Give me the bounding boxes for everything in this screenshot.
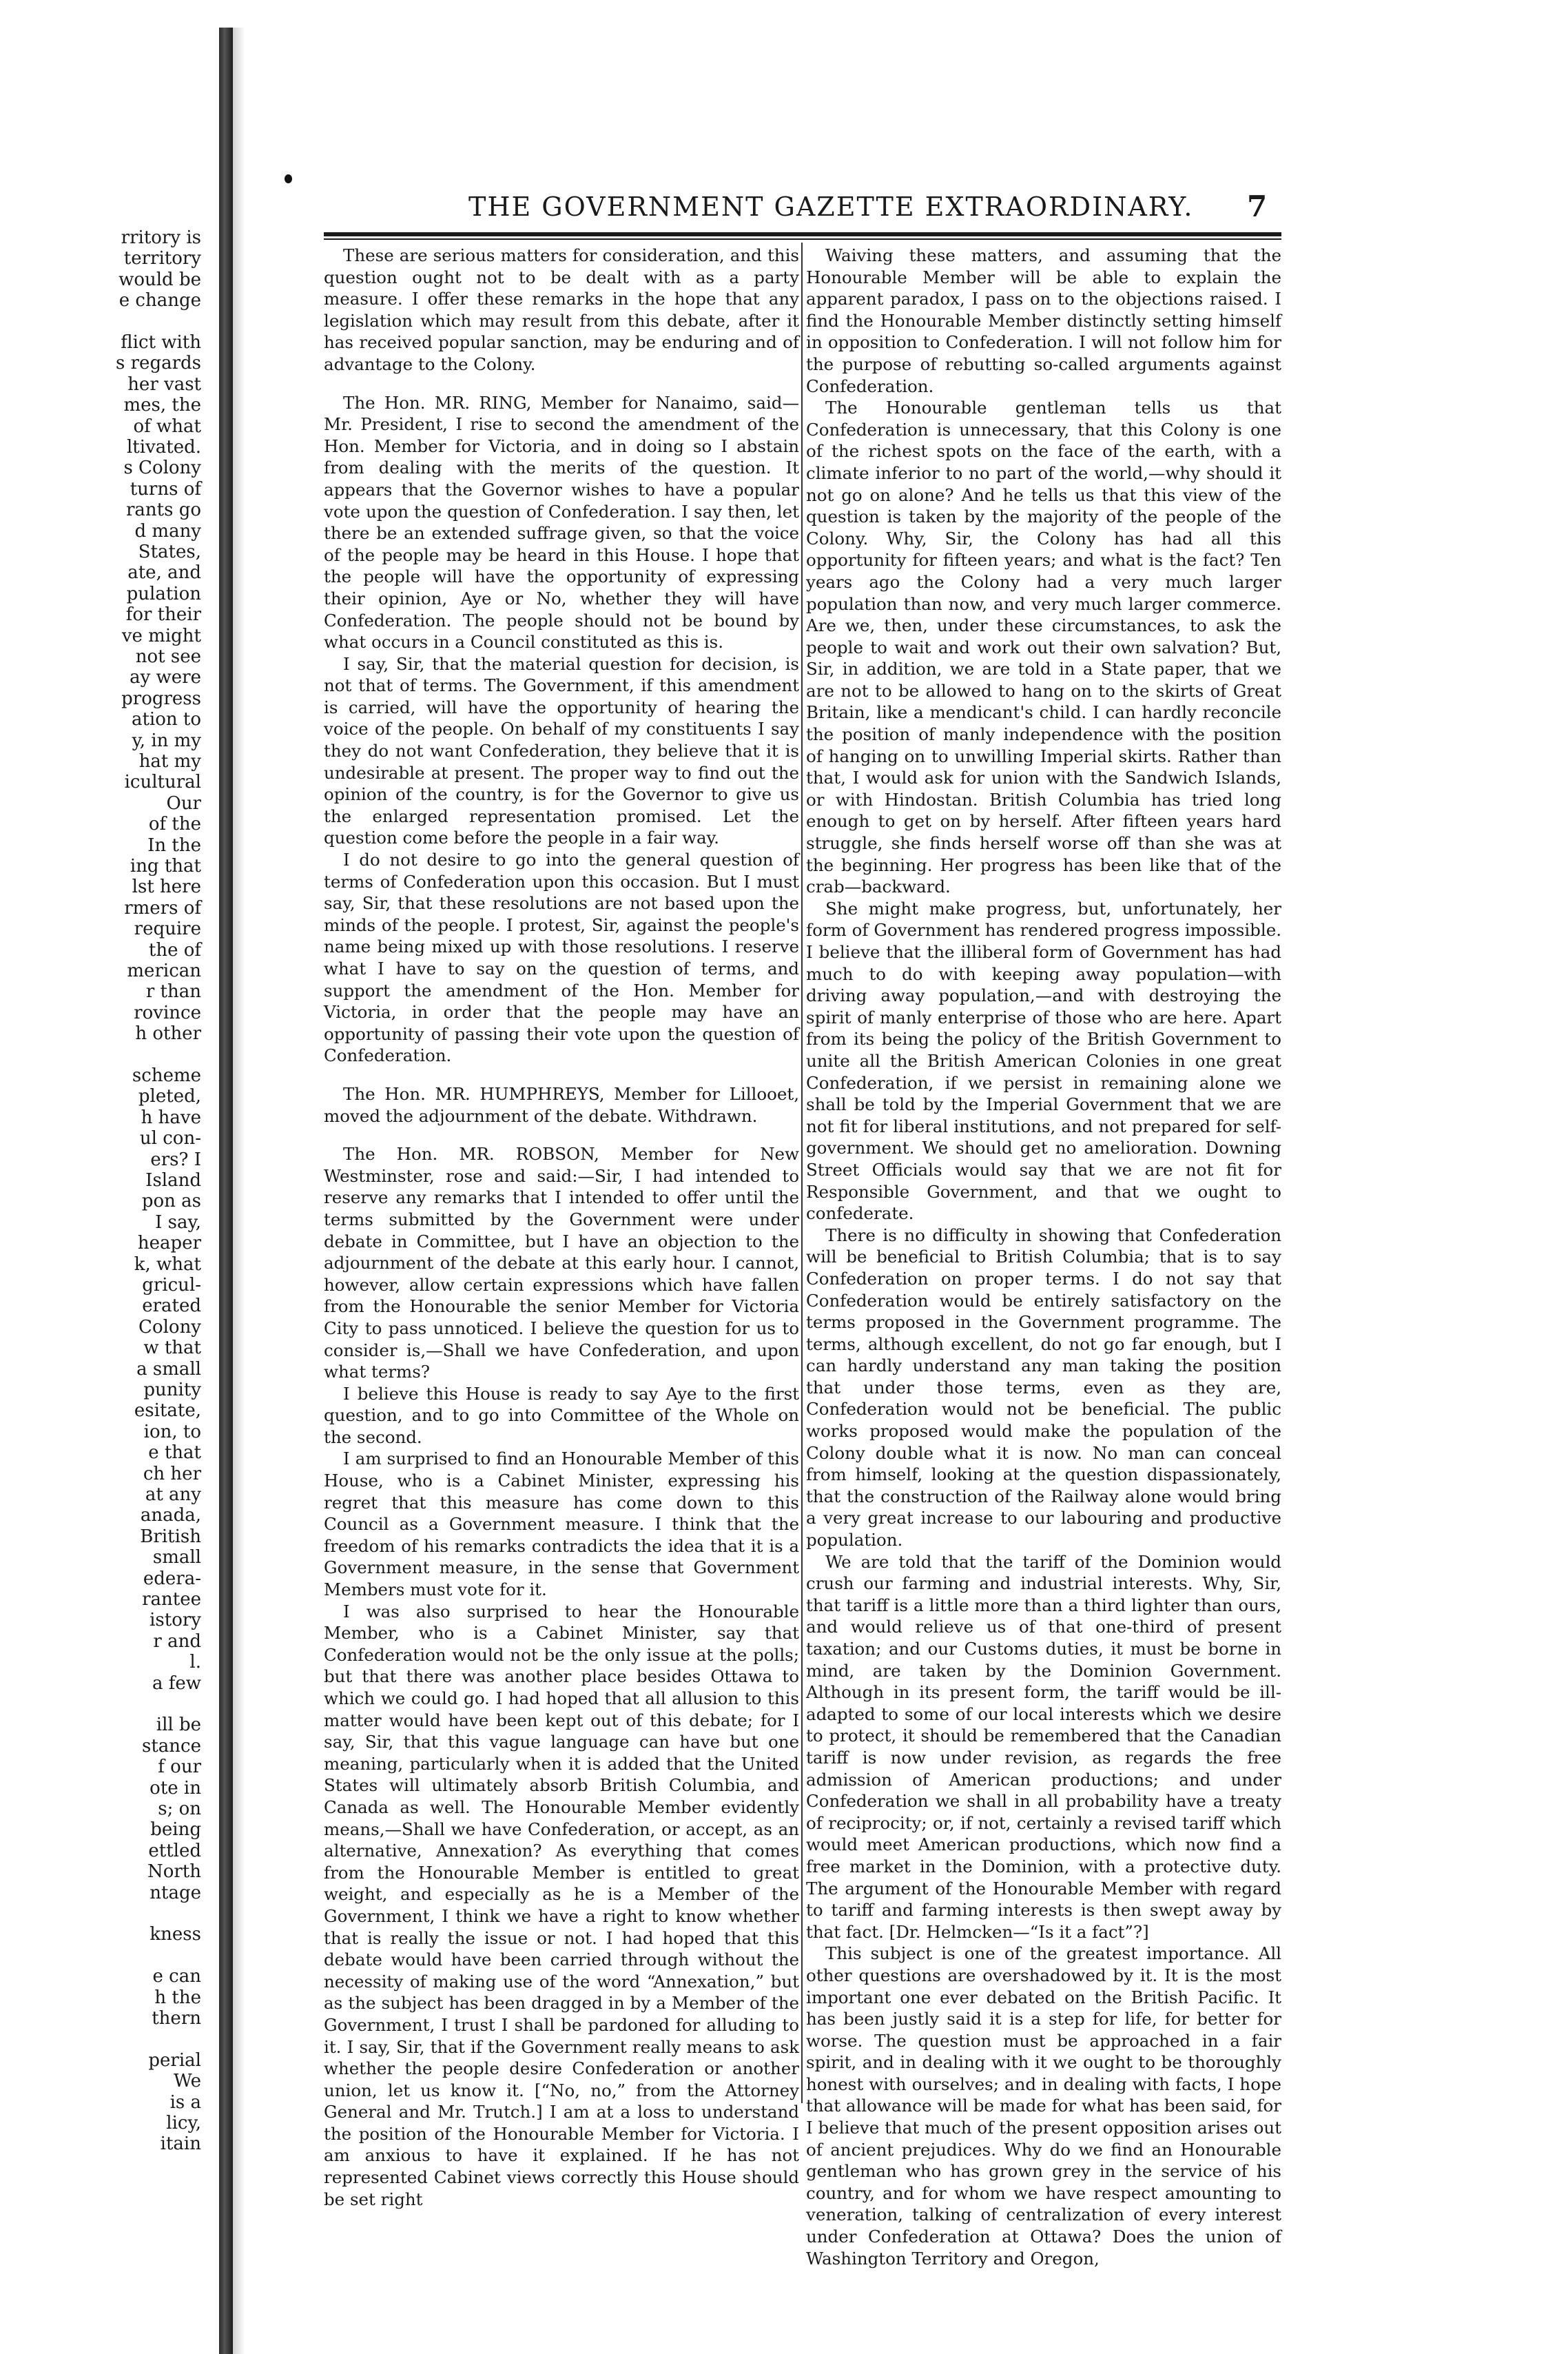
paragraph: The Honourable gentleman tells us that Confederation is unnecessary, that this Colony is one of the richest spots on the face of the earth, with a climate inferior to no part of the world,—why should it not go on alone? And he tells us that this view of the question is taken by the majority of the people of the Colony. Why, Sir, the Colony has had all this opportunity for fifteen years; and what is the fact? Ten years ago the Colony had a very much larger population than now, and very much larger commerce. Are we, then, under these circumstances, to ask the people to wait and work out their own salvation? But, Sir, in addition, we are told in a State paper, that we are not to be allowed to hang on to the skirts of Great Britain, like a mendicant's child. I can hardly reconcile the position of manly independence with the position of hanging on to unwilling Imperial skirts. Rather than that, I would ask for union with the Sandwich Islands, or with Hindostan. British Columbia has tried long enough to get on by herself. After fifteen years hard struggle, she finds herself worse off than she was at the beginning. Her progress has been like that of the crab—backward. (806, 398, 1281, 897)
prev-page-line: r than (145, 981, 201, 1003)
paragraph: The Hon. MR. RING, Member for Nanaimo, said—Mr. President, I rise to second the amendment of the Hon. Member for Victoria, and in doing so I abstain from dealing with the merits of the question. It appears that the Governor wishes to have a popular vote upon the question of Confederation. I say then, let there be an extended suffrage given, so that the voice of the people may be heard in this House. I hope that the people will have the opportunity of expressing their opinion, Aye or No, whether they will have Confederation. The people should not be bound by what occurs in a Council constituted as this is. (324, 392, 799, 653)
prev-page-line: erated (142, 1296, 201, 1317)
column-separator (801, 243, 803, 2103)
prev-page-line: s Colony (123, 458, 201, 479)
prev-page-line: ers? I (150, 1149, 201, 1170)
paragraph: We are told that the tariff of the Dominion would crush our farming and industrial interests. Why, Sir, that tariff is a little more than a third lighter than ours, and would relieve us of that one-third of present taxation; and our Customs duties, it must be borne in mind, are taken by the Dominion Government. Although in its present form, the tariff would be ill-adapted to some of our local interests which we desire to protect, it should be remembered that the Canadian tariff is now under revision, as regards the free admission of American productions; and under Confederation we shall in all probability have a treaty of reciprocity; or, if not, certainly a revised tariff which would meet American productions, which now find a free market in the Dominion, with a protective duty. The argument of the Honourable Member with regard to tariff and farming interests is then swept away by that fact. [Dr. Helmcken—“Is it a fact”?] (806, 1551, 1281, 1942)
previous-page-fragment (0, 227, 207, 2155)
prev-page-line: stance (142, 1735, 201, 1757)
prev-page-line: Colony (138, 1316, 201, 1338)
prev-page-line: would be (118, 269, 201, 290)
prev-page-line: perial (148, 2049, 201, 2071)
paragraph: I am surprised to find an Honourable Member of this House, who is a Cabinet Minister, expressing his regret that this measure has come down to this Council as a Government measure. I think that the freedom of his remarks contradicts the idea that it is a Government measure, in the sense that Government Members must vote for it. (324, 1449, 799, 1600)
prev-page-line: ettled (148, 1840, 201, 1861)
prev-page-line: being (150, 1819, 201, 1841)
prev-page-line: her vast (127, 373, 201, 395)
prev-page-line: States, (138, 542, 201, 562)
prev-page-line: territory (123, 248, 201, 269)
prev-page-line: f our (158, 1757, 201, 1778)
prev-page-line: k, what (134, 1253, 201, 1275)
ink-dot (285, 174, 292, 183)
header-rule-thick (324, 232, 1281, 236)
prev-page-line: rovince (134, 1002, 201, 1023)
prev-page-line: r and (153, 1630, 201, 1652)
prev-page-line: scheme (132, 1065, 201, 1086)
prev-page-line: small (152, 1547, 201, 1568)
prev-page-line: flict with (121, 332, 201, 353)
paragraph: I do not desire to go into the general question of terms of Confederation upon this occasion. But I must say, Sir, that these resolutions are not based upon the minds of the people. I protest, Sir, against the people's name being mixed up with those resolutions. I reserve what I have to say on the question of terms, and support the amendment of the Hon. Member for Victoria, in order that the people may have an opportunity of passing their vote upon the question of Confederation. (324, 850, 799, 1066)
prev-page-line: pon as (141, 1191, 201, 1212)
prev-page-line: licy, (166, 2113, 201, 2133)
prev-page-line: the of (148, 939, 201, 961)
prev-page-line: s regards (116, 353, 201, 374)
prev-page-line: In the (147, 835, 201, 856)
prev-page-line: ay were (130, 667, 201, 688)
prev-page-line: y, in my (132, 730, 201, 751)
prev-page-line: We (174, 2071, 201, 2092)
prev-page-line: pulation (126, 583, 201, 604)
prev-page-line: ill be (156, 1715, 201, 1736)
prev-page-line: a few (152, 1672, 201, 1694)
right-column (806, 245, 1281, 2269)
page-number: 7 (1247, 190, 1268, 223)
prev-page-line: rmers of (124, 897, 201, 919)
prev-page-line: I say, (155, 1211, 201, 1233)
prev-page-line: heaper (137, 1233, 201, 1254)
book-spine (219, 28, 233, 2354)
prev-page-line: not see (135, 646, 201, 667)
prev-page-line: w that (143, 1338, 201, 1359)
prev-page-line: for their (125, 604, 201, 626)
prev-page-line: rritory is (121, 227, 201, 248)
prev-page-line: require (134, 919, 201, 940)
prev-page-line: istory (149, 1610, 201, 1631)
prev-page-line: anada, (140, 1505, 201, 1526)
header-rule-thin (324, 238, 1281, 240)
prev-page-line: ote in (149, 1777, 201, 1799)
prev-page-line: punity (143, 1380, 201, 1400)
prev-page-line: gricul- (142, 1275, 201, 1296)
prev-page-line: a small (136, 1358, 201, 1380)
paragraph: These are serious matters for consideration, and this question ought not to be dealt with as a party measure. I offer these remarks in the hope that any legislation which may result from this debate, after it has received popular sanction, may be enduring and of advantage to the Colony. (324, 245, 799, 374)
prev-page-line: ltivated. (126, 437, 201, 458)
paragraph: She might make progress, but, unfortunately, her form of Government has rendered progress impossible. I believe that the illiberal form of Government has had much to do with keeping away population—with driving away population,—and with destroying the spirit of manly enterprise of those who are here. Apart from its being the policy of the British Government to unite all the British American Colonies in one great Confederation, if we persist in remaining alone we shall be told by the Imperial Government that we are not fit for liberal institutions, and not prepared for self-government. We should get no amelioration. Downing Street Officials would say that we are not fit for Responsible Government, and that we ought to confederate. (806, 898, 1281, 1224)
prev-page-line: turns of (130, 478, 201, 500)
prev-page-line: thern (152, 2008, 201, 2029)
prev-page-line: progress (121, 688, 201, 709)
prev-page-line: Our (166, 792, 201, 814)
paragraph: The Hon. MR. HUMPHREYS, Member for Lillooet, moved the adjournment of the debate. Withdrawn. (324, 1083, 799, 1126)
paragraph: This subject is one of the greatest importance. All other questions are overshadowed by it. It is the most important one ever debated on the British Pacific. It has been justly said it is a step for life, for better for worse. The question must be approached in a fair spirit, and in dealing with it we ought to be thoroughly honest with ourselves; and in dealing with facts, I hope that allowance will be made for what has been said, for I believe that much of the present opposition arises out of ancient prejudices. Why do we find an Honourable gentleman who has grown grey in the service of his country, and for whom we have respect amounting to veneration, talking of centralization of every interest under Confederation at Ottawa? Does the union of Washington Territory and Oregon, (806, 1943, 1281, 2269)
prev-page-line: ing that (130, 856, 201, 877)
prev-page-line: h other (135, 1023, 201, 1045)
paragraph: There is no difficulty in showing that Confederation will be beneficial to British Columbia; that is to say Confederation on proper terms. I do not say that Confederation would be entirely satisfactory on the terms proposed in the Government programme. The terms, although excellent, do not go far enough, but I can hardly understand any man taking the position that under those terms, even as they are, Confederation would not be beneficial. The public works proposed would make the population of the Colony double what it is now. No man can conceal from himself, looking at the question dispassionately, that the construction of the Railway alone would bring a very great increase to our labouring and productive population. (806, 1225, 1281, 1550)
spine-shadow (233, 28, 245, 2354)
paragraph: I say, Sir, that the material question for decision, is not that of terms. The Government, if this amendment is carried, will have the opportunity of hearing the voice of the people. On behalf of my constituents I say they do not want Confederation, they believe that it is undesirable at present. The proper way to find out the opinion of the country, is for the Governor to give us the enlarged representation promised. Let the question come before the people in a fair way. (324, 653, 799, 848)
prev-page-line: h the (154, 1987, 201, 2008)
prev-page-line: kness (149, 1924, 201, 1945)
prev-page-line: British (140, 1526, 201, 1547)
paragraph: Waiving these matters, and assuming that the Honourable Member will be able to explain the apparent paradox, I pass on to the objections raised. I find the Honourable Member distinctly setting himself in opposition to Confederation. I will not follow him for the purpose of rebutting so-called arguments against Confederation. (806, 245, 1281, 396)
prev-page-line: e change (118, 290, 201, 311)
prev-page-line: ul con- (139, 1128, 201, 1149)
prev-page-line: Island (145, 1170, 201, 1191)
paragraph: I believe this House is ready to say Aye to the first question, and to go into Committee of the Whole on the second. (324, 1383, 799, 1447)
prev-page-line: s; on (158, 1799, 201, 1819)
prev-page-line: esitate, (134, 1400, 201, 1422)
paragraph: I was also surprised to hear the Honourable Member, who is a Cabinet Minister, say that Confederation would not be the only issue at the polls; but that there was another place besides Ottawa to which we could go. I had hoped that all allusion to this matter would have been kept out of this debate; for I say, Sir, that this vague language can have but one meaning, particularly when it is added that the United States will ultimately absorb British Columbia, and Canada as well. The Honourable Member evidently means,—Shall we have Confederation, or accept, as an alternative, Annexation? As everything that comes from the Honourable Member is entitled to great weight, and especially as he is a Member of the Government, I think we have a right to know whether that is really the issue or not. I had hoped that this debate would have been carried through without the necessity of making use of the word “Annexation,” but as the subject has been dragged in by a Member of the Government, I trust I shall be pardoned for alluding to it. I say, Sir, that if the Government really means to ask whether the people desire Confederation or another union, let us know it. [“No, no,” from the Attorney General and Mr. Trutch.] I am at a loss to understand the position of the Honourable Member for Victoria. I am anxious to have it explained. If he has not represented Cabinet views correctly this House should be set right (324, 1601, 799, 2209)
prev-page-line: itain (160, 2133, 201, 2155)
prev-page-line: d many (134, 520, 201, 542)
prev-page-line: pleted, (138, 1086, 201, 1107)
prev-page-line: ation to (131, 709, 201, 730)
prev-page-line: hat my (138, 751, 201, 772)
prev-page-line: mes, the (123, 395, 201, 416)
prev-page-line: rantee (142, 1589, 201, 1610)
prev-page-line: is a (169, 2091, 201, 2113)
prev-page-line: ntage (149, 1882, 201, 1903)
prev-page-line: ch her (143, 1463, 201, 1484)
prev-page-line: of what (133, 416, 201, 437)
prev-page-line: at any (145, 1484, 201, 1505)
prev-page-line: lst here (132, 877, 201, 898)
prev-page-line: e that (148, 1442, 201, 1464)
running-title: THE GOVERNMENT GAZETTE EXTRAORDINARY. (468, 192, 1194, 222)
prev-page-line: of the (148, 814, 201, 835)
prev-page-line: h have (141, 1107, 201, 1128)
prev-page-line: edera- (143, 1568, 201, 1589)
prev-page-line: merican (127, 961, 201, 981)
prev-page-line: North (147, 1861, 201, 1883)
prev-page-line: rants go (125, 500, 201, 521)
prev-page-line: l. (189, 1652, 201, 1673)
prev-page-line: ve might (121, 625, 201, 646)
prev-page-line: e can (152, 1966, 201, 1987)
prev-page-line: ate, and (127, 562, 201, 584)
prev-page-line: icultural (124, 772, 201, 793)
left-column (324, 245, 799, 2209)
paragraph: The Hon. MR. ROBSON, Member for New Westminster, rose and said:—Sir, I had intended to reserve any remarks that I intended to offer until the terms submitted by the Government were under debate in Committee, but I have an objection to the adjournment of the debate at this early hour. I cannot, however, allow certain expressions which have fallen from the Honourable the senior Member for Victoria City to pass unnoticed. I believe the question for us to consider is,—Shall we have Confederation, and upon what terms? (324, 1144, 799, 1382)
prev-page-line: ion, to (143, 1421, 201, 1442)
